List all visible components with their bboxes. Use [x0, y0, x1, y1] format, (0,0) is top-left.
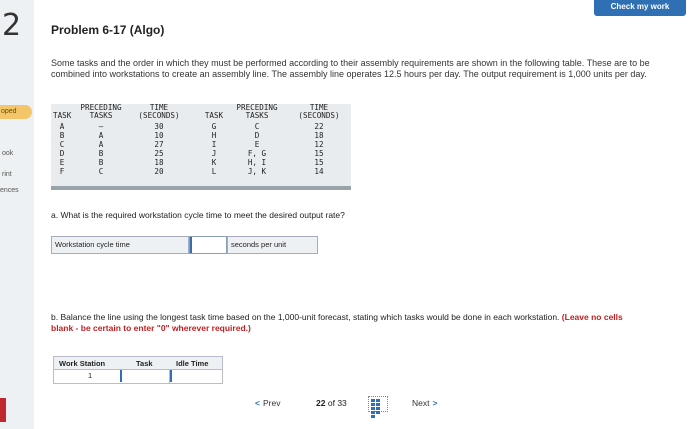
- task-cell: B: [59, 131, 65, 140]
- input-cursor-marker: [170, 370, 172, 382]
- of-label: of: [327, 398, 335, 408]
- station-number: 1: [88, 371, 93, 380]
- task-cell: J: [211, 149, 217, 158]
- time-cell: 15: [314, 149, 324, 158]
- preceding-cell: E: [254, 140, 260, 149]
- preceding-cell: H, I: [247, 158, 267, 167]
- part-b-warning: (Leave no cells blank - be certain to enter "0" wherever required.): [51, 312, 623, 333]
- preceding-cell: B: [98, 149, 104, 158]
- workstation-table-header: [53, 356, 223, 370]
- time-cell: 12: [314, 140, 324, 149]
- preceding-col-left: [73, 122, 129, 176]
- preceding-cell: D: [254, 131, 260, 140]
- check-my-work-button[interactable]: Check my work: [594, 0, 686, 16]
- time-cell: 27: [154, 140, 164, 149]
- header-work-station: Work Station: [59, 359, 106, 368]
- question-navigation: [246, 398, 466, 416]
- task-table: [51, 104, 351, 192]
- input-cursor-marker: [120, 370, 122, 382]
- total-pages: 33: [337, 398, 347, 408]
- next-button[interactable]: Next >: [412, 398, 438, 408]
- header-preceding-1: PRECEDING: [80, 103, 122, 112]
- part-a-question: a. What is the required workstation cycle time to meet the desired output rate?: [51, 210, 345, 220]
- table-row: [53, 370, 223, 384]
- header-idle-time: Idle Time: [176, 359, 209, 368]
- time-cell: 18: [154, 158, 164, 167]
- time-col-left: [135, 122, 183, 176]
- task-cell: H: [211, 131, 217, 140]
- time-cell: 14: [314, 167, 324, 176]
- workstation-table: [53, 356, 223, 384]
- header-time-2: (SECONDS): [138, 111, 180, 120]
- time-cell: 20: [154, 167, 164, 176]
- current-page: 22: [316, 398, 326, 408]
- preceding-col-right: [229, 122, 285, 176]
- problem-description: Some tasks and the order in which they must be performed according to their assembly requirements are shown in the following table. These are to be combined into workstations to create an assembly line. The assembly line operates 12.5 hours per day. The output requirement is 1,000 units per day.: [51, 58, 650, 79]
- input-cursor-marker: [190, 237, 192, 253]
- chevron-left-icon: <: [255, 398, 260, 408]
- idle-time-input[interactable]: [170, 370, 223, 383]
- status-marker: [0, 398, 6, 422]
- ebook-link[interactable]: ook: [2, 150, 14, 157]
- cycle-time-unit: seconds per unit: [227, 236, 318, 254]
- references-link[interactable]: ences: [0, 187, 19, 194]
- header-preceding-2: TASKS: [89, 111, 113, 120]
- preceding-cell: A: [98, 140, 104, 149]
- task-cell: A: [59, 122, 65, 131]
- preceding-cell: A: [98, 131, 104, 140]
- task-input[interactable]: [120, 370, 170, 383]
- header-time-right-2: (SECONDS): [298, 111, 340, 120]
- time-cell: 18: [314, 131, 324, 140]
- cycle-time-row: [51, 236, 318, 256]
- problem-title: Problem 6-17 (Algo): [51, 23, 165, 37]
- header-task: Task: [136, 359, 153, 368]
- time-cell: 30: [154, 122, 164, 131]
- task-cell: L: [211, 167, 217, 176]
- task-cell: K: [211, 158, 217, 167]
- header-task: TASK: [53, 111, 72, 120]
- time-cell: 22: [314, 122, 324, 131]
- page-counter: [316, 398, 347, 408]
- chevron-right-icon: >: [432, 398, 438, 408]
- task-cell: C: [59, 140, 65, 149]
- time-cell: 10: [154, 131, 164, 140]
- time-col-right: [291, 122, 347, 176]
- question-number: 2: [2, 8, 22, 43]
- time-cell: 15: [314, 158, 324, 167]
- header-time-1: TIME: [149, 103, 169, 112]
- tasks-col-left: [53, 122, 71, 176]
- task-cell: D: [59, 149, 65, 158]
- task-cell: I: [211, 140, 217, 149]
- part-b-question: [51, 312, 631, 333]
- print-link[interactable]: rint: [2, 171, 12, 178]
- left-sidebar: [0, 0, 34, 429]
- prev-button[interactable]: < Prev: [255, 398, 281, 408]
- preceding-cell: C: [254, 122, 260, 131]
- time-cell: 25: [154, 149, 164, 158]
- cycle-time-label: Workstation cycle time: [51, 236, 189, 254]
- table-divider: [51, 186, 351, 190]
- skipped-tab[interactable]: oped: [0, 105, 32, 119]
- preceding-cell: —: [98, 122, 104, 131]
- header-time-right-1: TIME: [309, 103, 329, 112]
- header-task-right: TASK: [204, 111, 224, 120]
- task-cell: G: [211, 122, 217, 131]
- preceding-cell: F, G: [247, 149, 267, 158]
- task-cell: E: [59, 158, 65, 167]
- grid-icon[interactable]: [368, 396, 388, 412]
- task-cell: F: [59, 167, 65, 176]
- tasks-col-right: [201, 122, 227, 176]
- preceding-cell: C: [98, 167, 104, 176]
- preceding-cell: B: [98, 158, 104, 167]
- header-preceding-right-1: PRECEDING: [236, 103, 278, 112]
- header-preceding-right-2: TASKS: [245, 111, 269, 120]
- preceding-cell: J, K: [247, 167, 267, 176]
- cycle-time-input[interactable]: [189, 236, 227, 254]
- part-b-text: b. Balance the line using the longest task time based on the 1,000-unit forecast, stating which tasks would be done in each workstation.: [51, 312, 560, 322]
